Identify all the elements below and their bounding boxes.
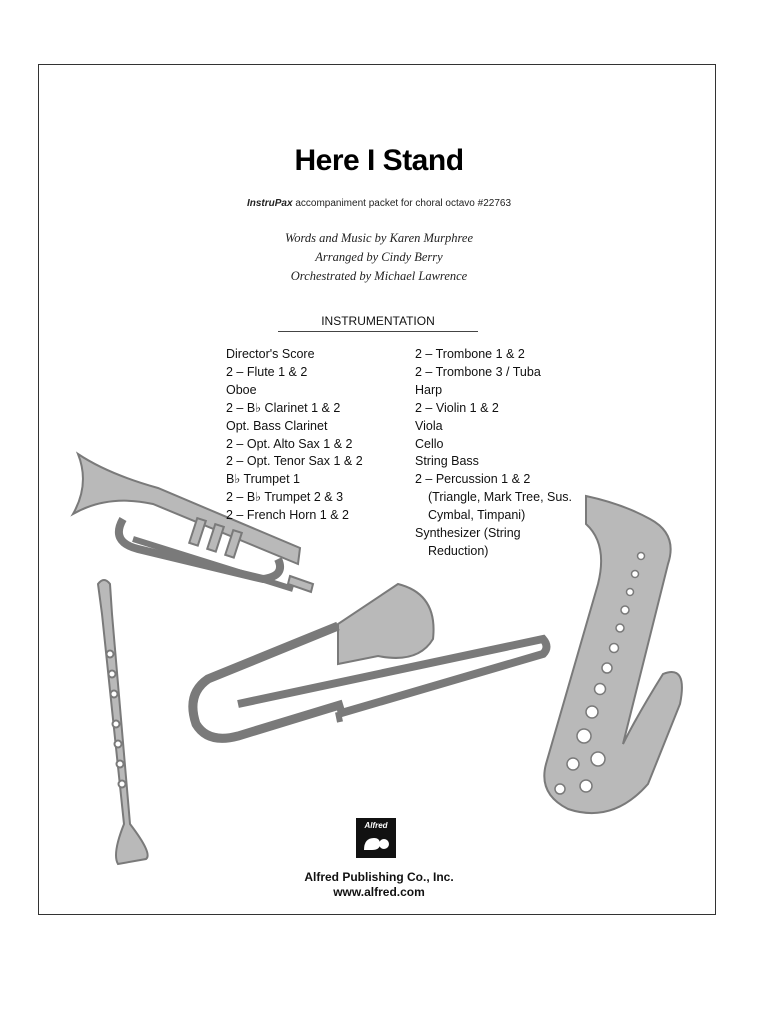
instrument-item: Reduction): [428, 543, 489, 558]
credits: [0, 229, 758, 286]
credit-orchestrator: Orchestrated by Michael Lawrence: [290, 269, 468, 283]
instrument-item: 2 – Flute 1 & 2: [226, 364, 308, 379]
page-title: Here I Stand: [294, 144, 464, 177]
credit-arranger: Arranged by Cindy Berry: [315, 250, 443, 264]
instrument-item: 2 – Opt. Tenor Sax 1 & 2: [226, 454, 363, 469]
instrument-item: 2 – French Horn 1 & 2: [226, 508, 349, 523]
instrument-item: Opt. Bass Clarinet: [226, 418, 328, 433]
instrument-item: Harp: [415, 382, 443, 397]
instrument-item: 2 – B♭ Clarinet 1 & 2: [226, 400, 341, 415]
subtitle: [0, 198, 758, 209]
instrument-item: 2 – Percussion 1 & 2: [415, 472, 531, 487]
logo-emblem-icon: [358, 832, 394, 856]
instrument-item: 2 – B♭ Trumpet 2 & 3: [226, 490, 344, 505]
instrument-list-right: [415, 346, 615, 561]
clarinet-icon: [98, 580, 148, 864]
credit-words-music: Words and Music by Karen Murphree: [284, 231, 474, 245]
instrument-item: Cymbal, Timpani): [428, 508, 526, 523]
instrumentation-heading: INSTRUMENTATION: [278, 314, 478, 332]
instrument-item: Cello: [415, 436, 444, 451]
publisher-logo: [356, 818, 396, 858]
instrument-item: Synthesizer (String: [415, 526, 521, 541]
instrument-item: Viola: [415, 418, 443, 433]
publisher-name: Alfred Publishing Co., Inc.: [304, 870, 454, 884]
instrument-item: 2 – Violin 1 & 2: [415, 400, 499, 415]
instrument-item: B♭ Trumpet 1: [226, 472, 300, 487]
instrument-item: (Triangle, Mark Tree, Sus.: [428, 490, 573, 505]
brand-name: InstruPax: [246, 198, 293, 209]
instrument-item: 2 – Opt. Alto Sax 1 & 2: [226, 436, 353, 451]
instrument-item: 2 – Trombone 3 / Tuba: [415, 364, 541, 379]
publisher-info: [0, 870, 758, 900]
instrument-item: 2 – Trombone 1 & 2: [415, 347, 525, 361]
logo-text: Alfred: [358, 820, 394, 832]
instrument-item: String Bass: [415, 454, 479, 469]
trombone-icon: [193, 584, 547, 738]
instrument-item: Oboe: [226, 382, 257, 397]
instrument-list-left: [226, 346, 416, 525]
instrument-item: Director's Score: [226, 347, 315, 361]
subtitle-text: accompaniment packet for choral octavo #22763: [292, 198, 512, 209]
publisher-url[interactable]: www.alfred.com: [333, 885, 425, 899]
